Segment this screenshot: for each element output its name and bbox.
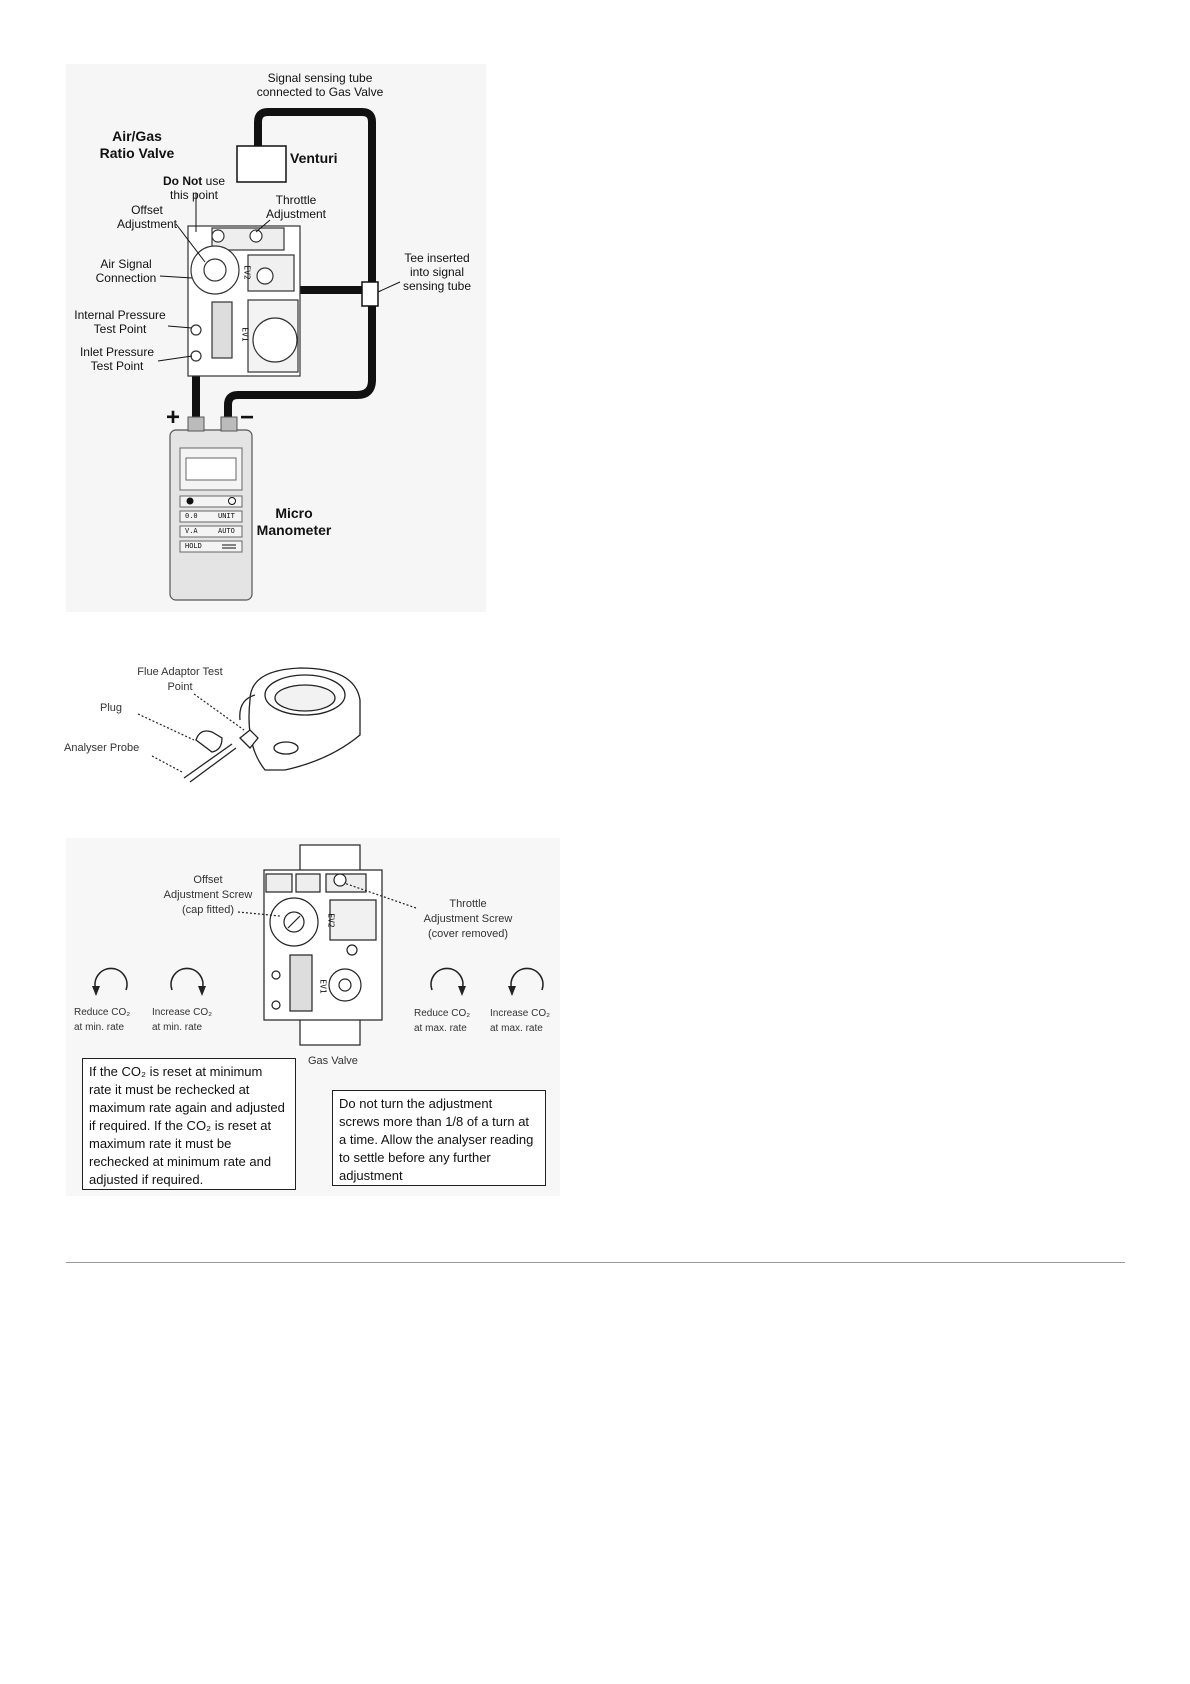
do-not-use-label: Do Not use this point [162,174,225,202]
valve-mark-ev1: EV1 [240,327,250,342]
micro-manometer-label: Micro Manometer [256,505,332,538]
manometer-btn-hold: HOLD [185,542,202,550]
plus-sign: + [166,404,181,431]
offset-adjustment-label: Offset Adjustment [116,203,178,231]
venturi-label: Venturi [290,150,338,166]
internal-pressure-label: Internal Pressure Test Point [74,308,166,336]
page-divider [66,1262,1125,1263]
tee-inserted-label: Tee inserted into signal sensing tube [402,251,472,293]
manometer-btn-auto: AUTO [218,527,235,535]
manometer-btn-va: V.A [185,527,198,535]
plug-label: Plug [100,702,123,714]
throttle-screw-label: Throttle Adjustment Screw (cover removed) [423,898,513,940]
manometer-btn-00: 0.0 [185,512,198,520]
throttle-adjustment-label: Throttle Adjustment [265,193,327,221]
fig3-valve-mark-ev2: EV2 [326,913,336,928]
valve-mark-ev2: EV2 [242,265,252,280]
flue-adaptor-test-point-label: Flue Adaptor Test Point [137,666,223,693]
signal-sensing-tube-label: Signal sensing tube connected to Gas Valve [256,71,384,99]
air-gas-ratio-valve-title: Air/Gas Ratio Valve [99,128,175,161]
offset-screw-label: Offset Adjustment Screw (cap fitted) [163,874,253,916]
manometer-btn-unit: UNIT [218,512,235,520]
air-signal-connection-label: Air Signal Connection [95,257,157,285]
increase-co2-max-label: Increase CO₂ at max. rate [490,1008,551,1034]
adjustment-warning-note: Do not turn the adjustment screws more than 1/8 of a turn at a time. Allow the analyser reading to settle before any further adjustment [332,1090,546,1186]
minus-sign: − [240,404,255,431]
increase-co2-min-label: Increase CO₂ at min. rate [152,1007,213,1033]
gas-valve-front [264,845,382,1045]
reduce-co2-max-label: Reduce CO₂ at max. rate [414,1008,471,1034]
inlet-pressure-label: Inlet Pressure Test Point [79,345,155,373]
reduce-co2-min-label: Reduce CO₂ at min. rate [74,1007,131,1033]
fig3-valve-mark-ev1: EV1 [318,979,328,994]
analyser-probe-label: Analyser Probe [64,742,140,754]
gas-valve-label: Gas Valve [308,1055,358,1067]
co2-reset-note: If the CO₂ is reset at minimum rate it must be rechecked at maximum rate again and adjusted if required. If the CO₂ is reset at maximum rate it must be rechecked at minimum rate and adjusted if required. [82,1058,296,1190]
